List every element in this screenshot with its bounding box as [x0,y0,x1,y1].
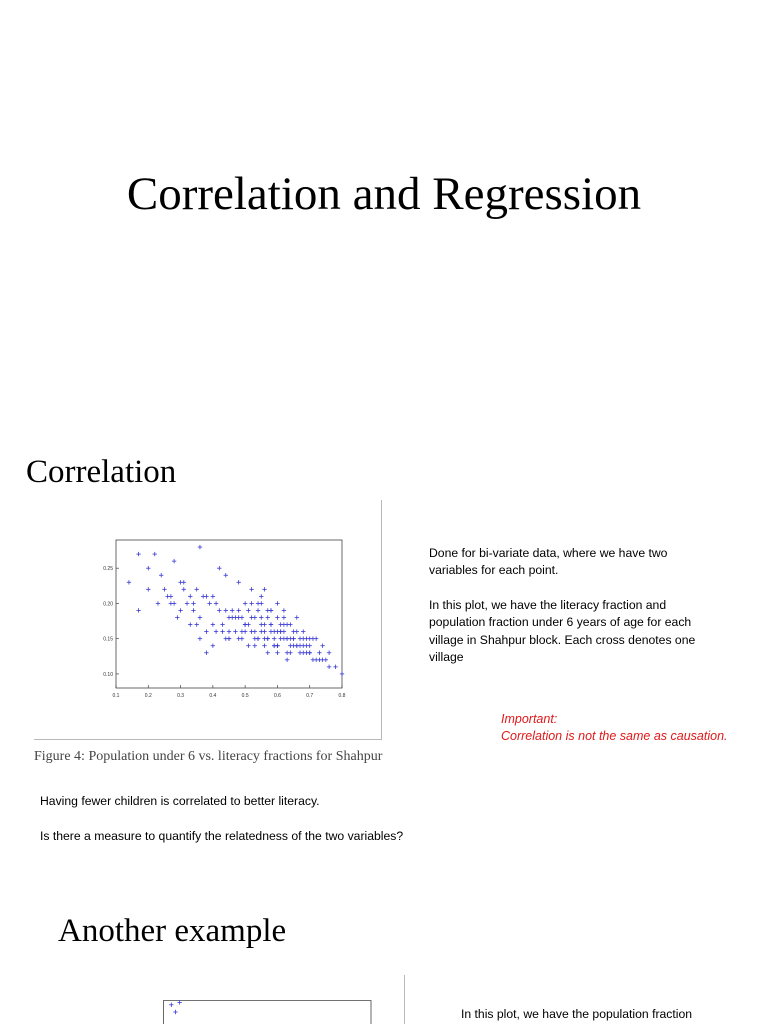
data-point [178,580,182,584]
data-point [262,622,266,626]
data-point [169,594,173,598]
data-point [214,629,218,633]
data-point [204,651,208,655]
data-point [282,608,286,612]
x-tick-label: 0.8 [338,693,346,699]
data-point [156,601,160,605]
data-point [285,658,289,662]
y-tick-label: 0.25 [103,566,113,573]
scatter-plot-figure [34,500,382,740]
important-label: Important: [501,712,558,726]
data-point [259,594,263,598]
data-point [146,587,150,591]
slide-title: Correlation and Regression [126,168,642,220]
data-point [275,601,279,605]
data-point [269,622,273,626]
description-paragraph: In this plot, we have the literacy fraction and population fraction under 6 years of age for each village in Shahpur block. Each cross denotes one village [429,597,696,665]
data-point [172,559,176,563]
correlation-heading: Correlation [26,454,177,490]
figure-right-border [381,500,382,740]
data-point [259,629,263,633]
data-point [217,566,221,570]
figure-bottom-border [34,739,382,740]
data-point [188,594,192,598]
important-note [501,711,761,745]
data-point [262,587,266,591]
x-tick-label: 0.2 [144,693,152,699]
data-point [198,615,202,619]
data-point [153,552,157,556]
data-point [291,636,295,640]
x-tick-label: 0.6 [273,693,281,699]
data-point [327,665,331,669]
data-point [259,615,263,619]
data-point [269,629,273,633]
slide3-divider [404,975,405,1024]
data-point [182,587,186,591]
y-tick-label: 0.15 [103,636,113,643]
x-tick-label: 0.5 [241,693,249,699]
data-point [275,651,279,655]
data-point [288,651,292,655]
slide3-description: In this plot, we have the population fraction [461,1007,693,1021]
data-point [317,651,321,655]
description-block [429,545,704,666]
x-tick-label: 0.3 [177,693,185,699]
data-point [311,636,315,640]
plot-area-frame [116,540,342,688]
data-point [282,615,286,619]
data-point [233,629,237,633]
data-point [204,629,208,633]
data-point [227,629,231,633]
another-example-heading: Another example [58,913,287,949]
data-point [249,629,253,633]
data-point [146,566,150,570]
data-point [195,622,199,626]
data-point [211,644,215,648]
data-point [127,580,131,584]
data-point [236,615,240,619]
data-point [262,644,266,648]
second-scatter-plot [163,1000,373,1024]
description-paragraph: Done for bi-variate data, where we have two variables for each point. [429,546,668,578]
data-point [246,608,250,612]
data-point [246,644,250,648]
data-point [253,636,257,640]
data-point [246,622,250,626]
data-point [308,651,312,655]
data-point [198,636,202,640]
data-point [136,552,140,556]
data-point [249,601,253,605]
data-point [159,573,163,577]
data-point [175,615,179,619]
data-point [317,658,321,662]
data-point [207,601,211,605]
data-point [188,622,192,626]
data-point [224,608,228,612]
data-point [227,636,231,640]
y-tick-label: 0.10 [103,671,113,678]
data-point [291,629,295,633]
data-point [201,594,205,598]
data-point [178,608,182,612]
data-point [266,651,270,655]
y-tick-label: 0.20 [103,601,113,608]
data-point [301,629,305,633]
figure-caption: Figure 4: Population under 6 vs. literacy fractions for Shahpur [34,749,383,764]
data-point [278,622,282,626]
x-tick-label: 0.4 [209,693,217,699]
data-point [243,601,247,605]
correlation-question: Is there a measure to quantify the relatedness of the two variables? [40,829,404,843]
data-point [236,580,240,584]
data-point [333,665,337,669]
data-point [214,601,218,605]
data-point [191,608,195,612]
data-point [162,587,166,591]
data-point [266,615,270,619]
data-point [295,615,299,619]
data-point [211,594,215,598]
data-point [301,636,305,640]
data-point [269,608,273,612]
important-text: Correlation is not the same as causation. [501,729,728,743]
data-point [324,658,328,662]
data-point [275,615,279,619]
data-point [220,629,224,633]
data-point [243,629,247,633]
data-point [236,636,240,640]
data-point [198,545,202,549]
data-point [275,644,279,648]
data-point [191,601,195,605]
data-point [298,644,302,648]
data-point [217,608,221,612]
data-point [220,622,224,626]
data-point [230,608,234,612]
data-point [211,622,215,626]
data-point [262,636,266,640]
data-point [256,608,260,612]
plot-area-frame [164,1001,372,1025]
data-point [224,573,228,577]
data-point [249,587,253,591]
data-point [275,629,279,633]
scatter-plot [34,500,382,740]
data-point [253,644,257,648]
data-point [327,651,331,655]
correlation-statement: Having fewer children is correlated to better literacy. [40,794,320,808]
x-tick-label: 0.7 [306,693,314,699]
data-point [230,615,234,619]
data-point [172,601,176,605]
data-point [169,1003,173,1007]
x-tick-label: 0.1 [112,693,120,699]
second-scatter-plot-figure [163,1000,373,1030]
data-point [136,608,140,612]
data-point [195,587,199,591]
data-point [272,636,276,640]
data-point [185,601,189,605]
data-point [320,644,324,648]
data-point [340,672,344,676]
data-point [236,608,240,612]
data-point [249,615,253,619]
data-point [308,644,312,648]
data-point [259,601,263,605]
data-point [173,1010,177,1014]
